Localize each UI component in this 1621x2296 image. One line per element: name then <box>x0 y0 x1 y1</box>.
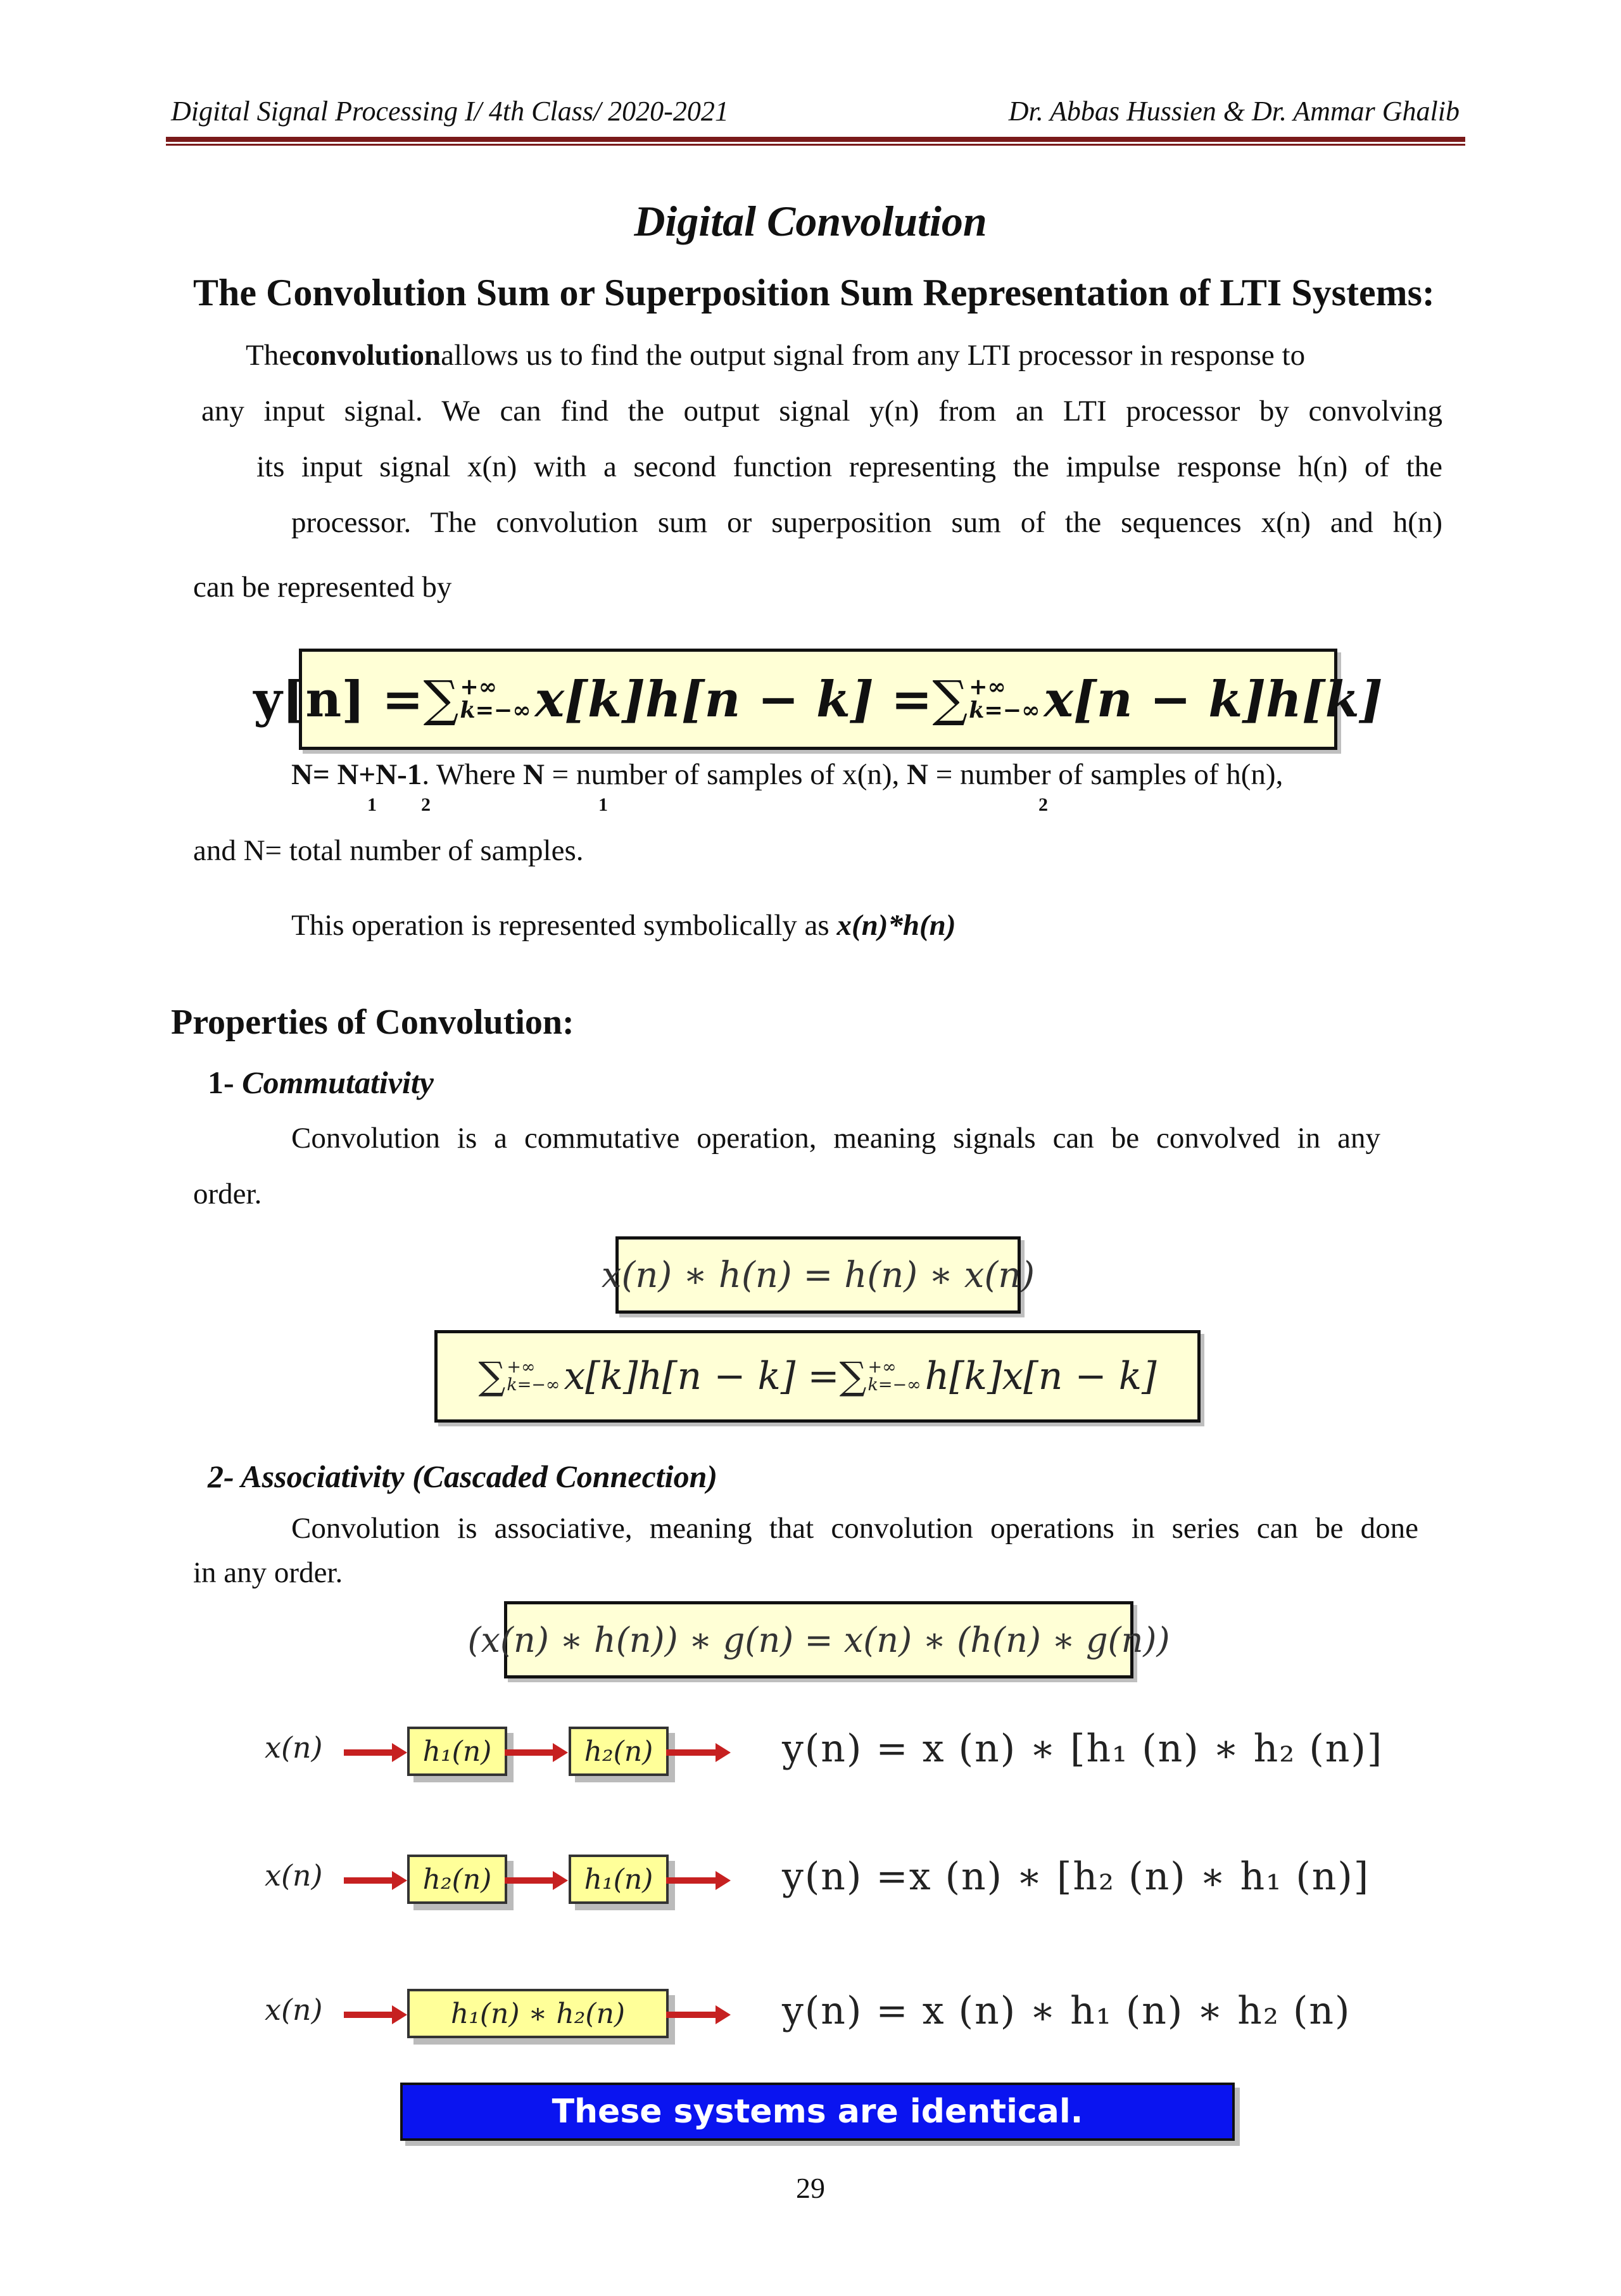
intro-line-5: can be represented by <box>193 571 452 604</box>
formula-lhs: y[n] = <box>253 670 424 728</box>
formula-term-2: x[n − k]h[k] <box>1044 670 1383 728</box>
commutativity-desc-1: Convolution is a commutative operation, meaning signals can be convolved in any <box>291 1122 1380 1155</box>
sum-lower: k=−∞ <box>507 1375 560 1395</box>
samples-minus-one: -1 <box>397 758 422 791</box>
convolution-sum-formula <box>253 649 1383 750</box>
symbolic-expression: x(n)*h(n) <box>836 909 956 942</box>
intro-line-3: its input signal x(n) with a second function representing the impulse response h(n) of the <box>256 450 1442 483</box>
header-left: Digital Signal Processing I/ 4th Class/ 2020-2021 <box>171 96 729 127</box>
intro-text: The <box>246 339 293 372</box>
samples-n-eq: N= N <box>291 758 359 791</box>
diagram-block-h1: h₁(n) <box>569 1855 669 1904</box>
diagram-row3-equation: y(n) = x (n) ∗ h₁ (n) ∗ h₂ (n) <box>782 1989 1351 2033</box>
property-number: 1- <box>208 1065 243 1100</box>
page-number: 29 <box>796 2172 825 2204</box>
diagram-input-label: x(n) <box>265 1730 323 1765</box>
sum-limits <box>507 1359 560 1395</box>
sum-upper: +∞ <box>969 674 1006 701</box>
intro-line-4: processor. The convolution sum or superposition sum of the sequences x(n) and h(n) <box>291 506 1442 539</box>
diagram-arrow <box>344 1749 393 1756</box>
samples-eq1: = number of samples of x(n), <box>544 758 907 791</box>
sum-lower: k=−∞ <box>460 697 531 723</box>
diagram-arrow <box>666 2012 717 2018</box>
sum-symbol: ∑ <box>839 1354 867 1399</box>
samples-total: and N= total number of samples. <box>193 834 584 867</box>
associativity-formula: (x(n) ∗ h(n)) ∗ g(n) = x(n) ∗ (h(n) ∗ g(n)) <box>504 1601 1133 1678</box>
sum-lower: k=−∞ <box>867 1375 921 1395</box>
associativity-desc-1: Convolution is associative, meaning that convolution operations in series can be done <box>291 1512 1418 1545</box>
associativity-desc-2: in any order. <box>193 1556 343 1589</box>
diagram-block-h1: h₁(n) <box>407 1727 507 1776</box>
subscript-2: 2 <box>421 794 431 815</box>
samples-n2: N <box>907 758 928 791</box>
diagram-arrow <box>505 1749 554 1756</box>
sum-limits <box>460 676 531 723</box>
properties-heading: Properties of Convolution: <box>171 1003 574 1042</box>
symbolic-text: This operation is represented symbolically as <box>291 909 837 942</box>
header-rule-thick <box>166 137 1465 142</box>
subscript-1b: 1 <box>598 794 608 815</box>
diagram-arrow <box>666 1877 717 1884</box>
diagram-arrow <box>344 1877 393 1884</box>
sum-upper: +∞ <box>460 674 497 701</box>
property-name: Commutativity <box>242 1065 434 1100</box>
samples-plus: +N <box>358 758 398 791</box>
property-name: Associativity (Cascaded Connection) <box>241 1459 718 1494</box>
intro-line-2: any input signal. We can find the output signal y(n) from an LTI processor by convolving <box>201 395 1442 428</box>
samples-eq2: = number of samples of h(n), <box>928 758 1284 791</box>
diagram-row2-equation: y(n) =x (n) ∗ [h₂ (n) ∗ h₁ (n)] <box>782 1855 1370 1899</box>
formula-term-2: h[k]x[n − k] <box>924 1354 1157 1399</box>
diagram-block-h2: h₂(n) <box>569 1727 669 1776</box>
intro-bold-term: convolution <box>292 339 441 372</box>
sum-upper: +∞ <box>867 1357 897 1377</box>
commutativity-formula-1: x(n) ∗ h(n) = h(n) ∗ x(n) <box>615 1236 1021 1314</box>
sum-limits <box>868 1359 921 1395</box>
sum-symbol: ∑ <box>478 1354 506 1399</box>
sum-upper: +∞ <box>507 1357 536 1377</box>
diagram-input-label: x(n) <box>265 1858 323 1893</box>
samples-where: . Where <box>422 758 523 791</box>
page-title: Digital Convolution <box>634 197 987 245</box>
property-associativity-title <box>208 1458 717 1495</box>
sum-symbol: ∑ <box>932 671 968 728</box>
diagram-block-h2: h₂(n) <box>407 1855 507 1904</box>
sum-lower: k=−∞ <box>969 697 1040 723</box>
diagram-row1-equation: y(n) = x (n) ∗ [h₁ (n) ∗ h₂ (n)] <box>782 1727 1384 1771</box>
diagram-arrow <box>505 1877 554 1884</box>
sum-limits <box>969 676 1040 723</box>
property-commutativity-title <box>208 1064 434 1101</box>
sum-symbol: ∑ <box>423 671 459 728</box>
intro-line-1 <box>246 341 1442 371</box>
diagram-block-h1-h2: h₁(n) ∗ h₂(n) <box>407 1989 669 2038</box>
diagram-input-label: x(n) <box>265 1993 323 2027</box>
symbolic-line <box>291 911 956 941</box>
samples-n1: N <box>522 758 545 791</box>
subscript-2b: 2 <box>1038 794 1048 815</box>
subscript-1: 1 <box>367 794 377 815</box>
samples-line <box>291 760 1283 790</box>
section-heading-convolution-sum: The Convolution Sum or Superposition Sum Representation of LTI Systems: <box>193 272 1435 314</box>
intro-text: allows us to find the output signal from any LTI processor in response to <box>441 339 1306 372</box>
formula-term-1: x[k]h[n − k] = <box>564 1354 840 1399</box>
header-rule-thin <box>166 144 1465 146</box>
commutativity-formula-2 <box>434 1330 1201 1423</box>
diagram-arrow <box>344 2012 393 2018</box>
identical-systems-banner: These systems are identical. <box>400 2083 1235 2141</box>
header-right: Dr. Abbas Hussien & Dr. Ammar Ghalib <box>1008 96 1460 127</box>
diagram-arrow <box>666 1749 717 1756</box>
formula-term-1: x[k]h[n − k] = <box>534 670 933 728</box>
commutativity-desc-2: order. <box>193 1177 262 1210</box>
property-number: 2- <box>208 1459 241 1494</box>
